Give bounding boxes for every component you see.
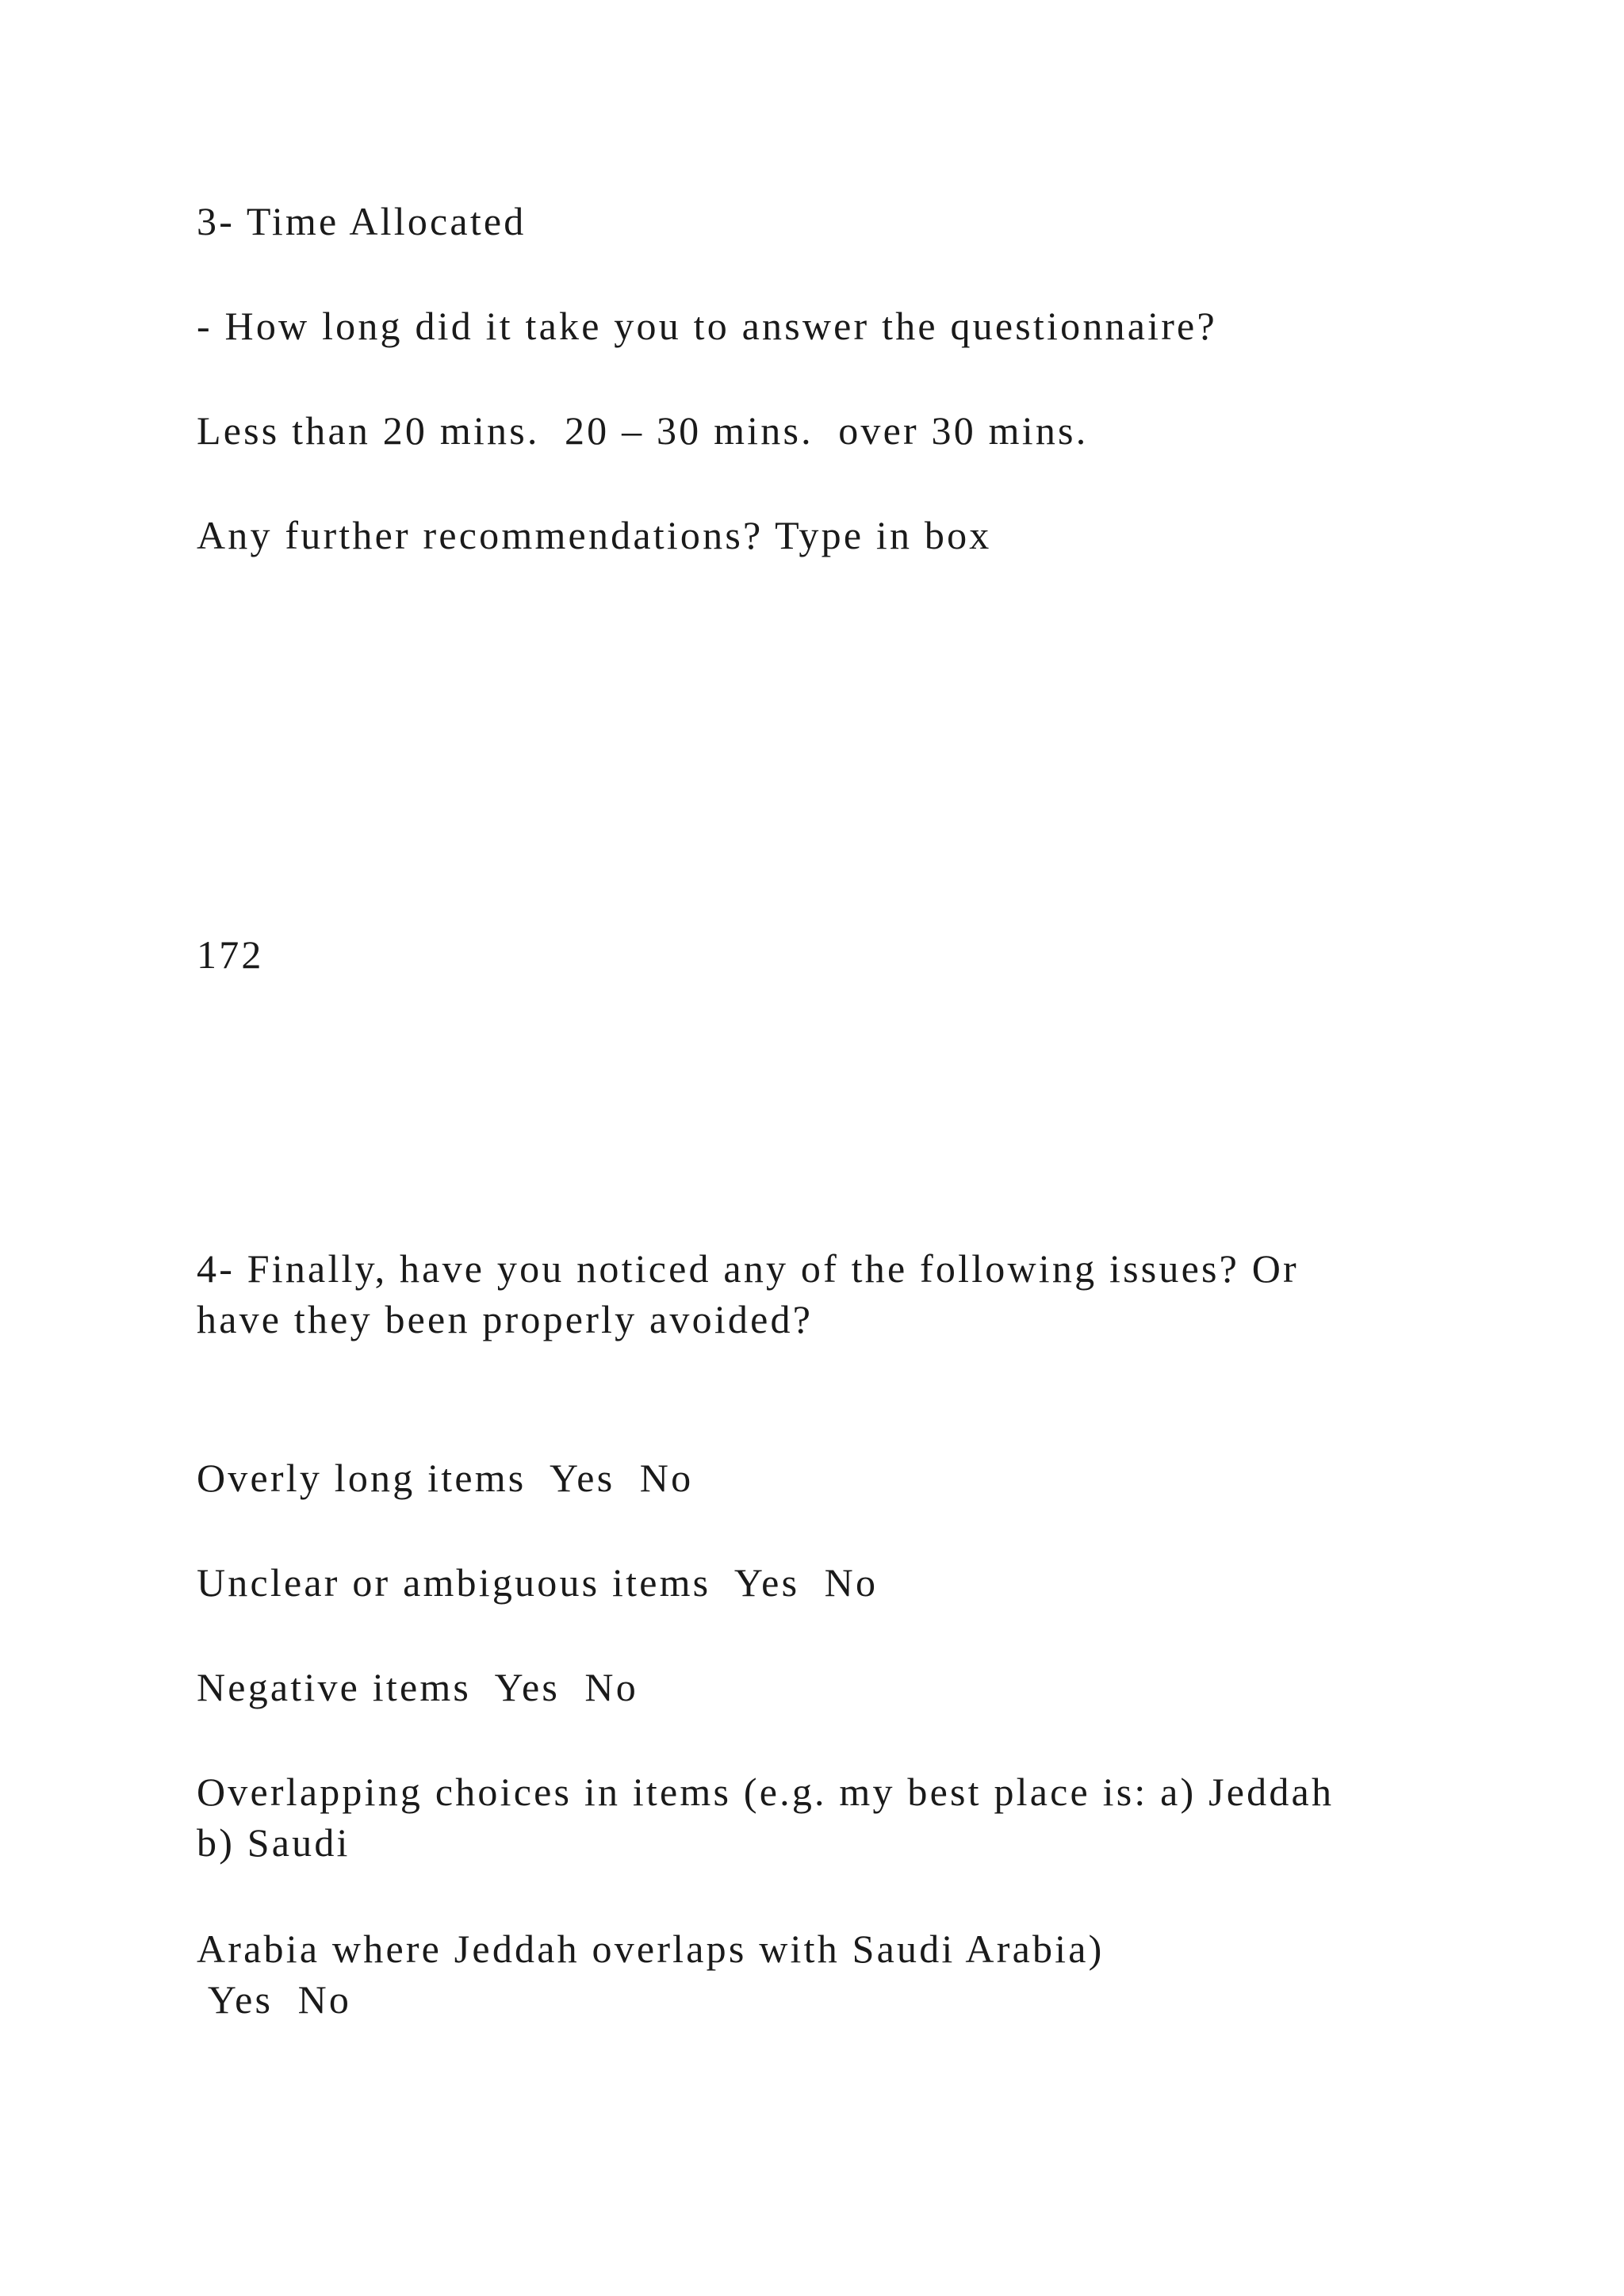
time-question: - How long did it take you to answer the questionnaire? (197, 304, 1217, 348)
issue-item-overly-long: Overly long items Yes No (197, 1456, 694, 1500)
recommendations-prompt: Any further recommendations? Type in box (197, 513, 992, 557)
page-number: 172 (197, 932, 264, 977)
issue-item-overlapping-line-1: Overlapping choices in items (e.g. my best place is: a) Jeddah (197, 1770, 1335, 1814)
issue-item-overlapping-line-3: Arabia where Jeddah overlaps with Saudi Arabia) (197, 1927, 1105, 1971)
issue-item-unclear: Unclear or ambiguous items Yes No (197, 1560, 879, 1605)
section-4-heading-line-1: 4- Finally, have you noticed any of the following issues? Or (197, 1246, 1299, 1291)
section-3-heading: 3- Time Allocated (197, 199, 527, 243)
time-options: Less than 20 mins. 20 – 30 mins. over 30 mins. (197, 408, 1089, 453)
section-4-heading-line-2: have they been properly avoided? (197, 1297, 814, 1341)
issue-item-overlapping-answer: Yes No (197, 1977, 352, 2022)
issue-item-overlapping-line-2: b) Saudi (197, 1820, 350, 1865)
issue-item-negative: Negative items Yes No (197, 1665, 638, 1709)
